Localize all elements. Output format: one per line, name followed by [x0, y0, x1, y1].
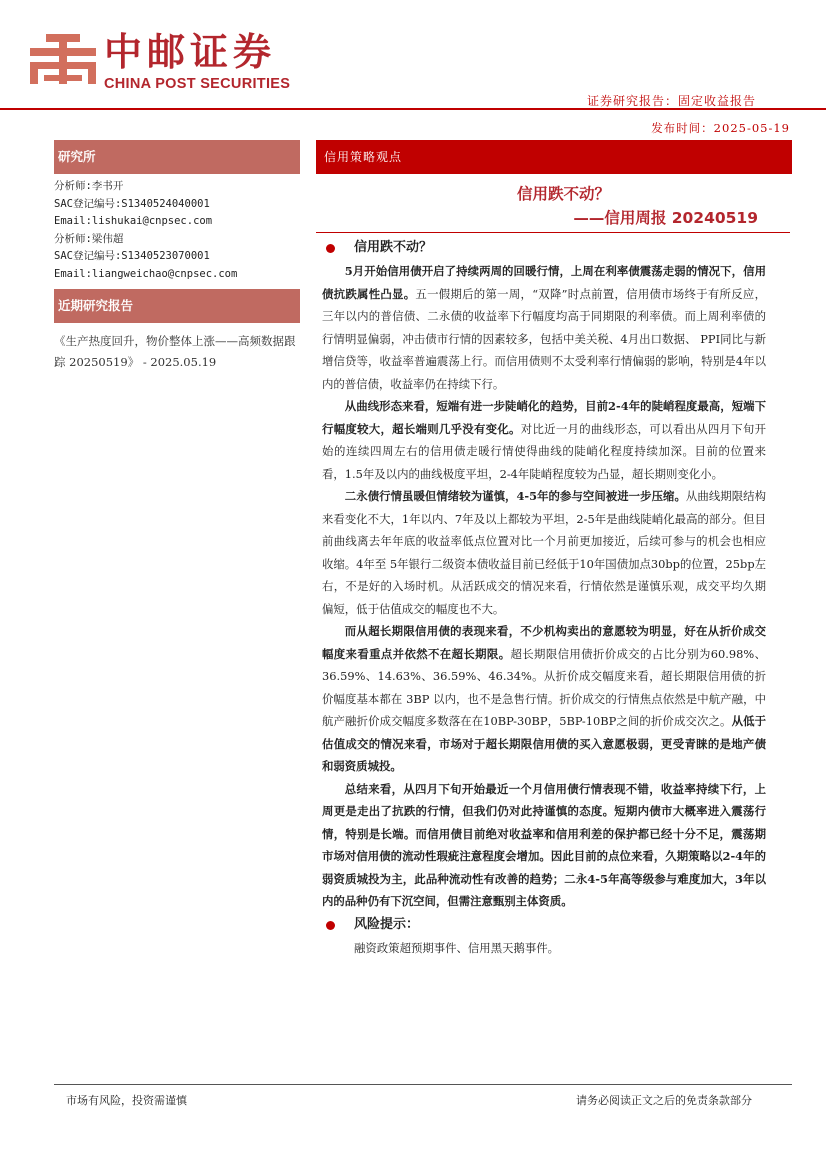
paragraph-text: 超长期限信用债折价成交的占比分别为60.98%、36.59%、14.63%、36.59%、46.34%。从折价成交幅度来看，超长期限信用债的折价幅度基本都在 3BP 以内，也不是急售行情。折价成交的行情焦点依然是中航产融，中航产融折价成交幅度多数落在在10BP-30BP，5BP-10BP之间的折价成交次之。	[322, 646, 766, 728]
report-title: 信用跌不动？	[516, 185, 610, 203]
header-divider	[0, 108, 826, 110]
paragraph-bold: 从曲线形态来看，短端有进一步陡峭化的趋势，目前2-4年的陡峭程度最高，短端下行幅度较大，超长端则几乎没有变化。	[322, 399, 766, 436]
china-post-logo-icon	[28, 32, 98, 86]
section-heading-text: 信用跌不动？	[354, 240, 433, 255]
footer-disclaimer: 市场有风险，投资需谨慎	[66, 1094, 187, 1107]
bullet-icon	[326, 244, 335, 253]
bullet-icon	[326, 921, 335, 930]
section-heading	[322, 236, 766, 260]
institute-header: 研究所	[54, 140, 300, 174]
sidebar	[54, 140, 300, 373]
report-type: 证券研究报告：固定收益报告	[586, 94, 756, 108]
footer-divider	[54, 1084, 792, 1085]
report-subtitle: ——信用周报 20240519	[573, 209, 758, 227]
risk-heading-text: 风险提示：	[354, 916, 420, 932]
recent-report-item[interactable]: 《生产热度回升，物价整体上涨——高频数据跟踪 20250519》 - 2025.05.19	[54, 334, 296, 369]
paragraph-text: 对比近一月的曲线形态，可以看出从四月下旬开始的连续四周左右的信用债走暖行情使得曲线的陡峭化程度持续加深。目前的位置来看，1.5年及以内的曲线极度平坦，2-4年陡峭程度较为凸显，超长期则变化小。	[322, 421, 766, 481]
footer-notice: 请务必阅读正文之后的免责条款部分	[576, 1094, 752, 1107]
title-divider	[316, 232, 790, 233]
paragraph	[322, 260, 766, 395]
risk-heading	[322, 913, 766, 937]
analyst-line: SAC登记编号:S1340524040001	[54, 197, 210, 210]
report-body	[322, 236, 766, 959]
analyst-email[interactable]: Email:liangweichao@cnpsec.com	[54, 267, 238, 280]
analyst-email[interactable]: Email:lishukai@cnpsec.com	[54, 215, 213, 227]
analyst-info	[54, 174, 300, 283]
paragraph	[322, 485, 766, 620]
paragraph-bold: 二永债行情虽暖但情绪较为谨慎，4-5年的参与空间被进一步压缩。	[344, 489, 686, 503]
brand-name-en: CHINA POST SECURITIES	[104, 76, 291, 92]
paragraph-bold: 从低于估值成交的情况来看，市场对于超长期限信用债的买入意愿极弱，更受青睐的是地产债和弱资质城投。	[322, 714, 766, 773]
recent-reports-header: 近期研究报告	[54, 289, 300, 323]
paragraph	[322, 620, 766, 778]
brand-name-cn: 中邮证券	[104, 30, 277, 74]
section-label-bar: 信用策略观点	[316, 140, 792, 174]
analyst-line: 分析师:梁伟超	[54, 232, 124, 245]
paragraph-bold: 总结来看，从四月下旬开始最近一个月信用债行情表现不错，收益率持续下行，上周更是走出了抗跌的行情，但我们仍对此持谨慎的态度。短期内债市大概率进入震荡行情，特别是长端。而信用债目前绝对收益率和信用利差的保护都已经十分不足，震荡期市场对信用债的流动性瑕疵注意程度会增加。因此目前的点位来看，久期策略以2-4年的弱资质城投为主，此品种流动性有改善的趋势；二永4-5年高等级参与难度加大，3年以内的品种仍有下沉空间，但需注意甄别主体资质。	[322, 781, 766, 908]
analyst-line: SAC登记编号:S1340523070001	[54, 250, 210, 262]
paragraph-bold: 而从超长期限信用债的表现来看，不少机构卖出的意愿较为明显，好在从折价成交幅度来看重点并依然不在超长期限。	[322, 624, 766, 661]
paragraph-text: 从曲线期限结构来看变化不大，1年以内、7年及以上都较为平坦，2-5年是曲线陡峭化最高的部分。但目前曲线离去年年底的收益率低点位置对比一个月前更加接近，后续可参与的机会也相应收缩。4年至 5年银行二级资本债收益目前已经低于10年国债加点30bp的位置，25bp左右，不是好的入场时机。从活跃成交的情况来看，行情依然是谨慎乐观，成交平均久期偏短，低于估值成交的幅度也不大。	[322, 489, 766, 616]
paragraph	[322, 395, 766, 485]
analyst-line: 分析师:李书开	[54, 180, 124, 192]
paragraph-text: 五一假期后的第一周，“双降”时点前置，信用债市场终于有所反应，三年以内的普信债、二永债的收益率下行幅度均高于同期限的利率债。而上周利率债的行情明显偏弱，冲击债市行情的因素较多，包括中美关税、4月出口数据、 PPI同比与新增信贷等，收益率普遍震荡上行。而信用债则不太受利率行情偏弱的影响，特别是4年以内的普信债，收益率仍在持续下行。	[322, 286, 766, 391]
paragraph-bold: 5月开始信用债开启了持续两周的回暖行情，上周在利率债震荡走弱的情况下，信用债抗跌属性凸显。	[322, 264, 766, 301]
paragraph	[322, 778, 766, 913]
risk-text: 融资政策超预期事件、信用黑天鹅事件。	[354, 940, 560, 955]
publish-date: 发布时间：2025-05-19	[651, 121, 790, 135]
